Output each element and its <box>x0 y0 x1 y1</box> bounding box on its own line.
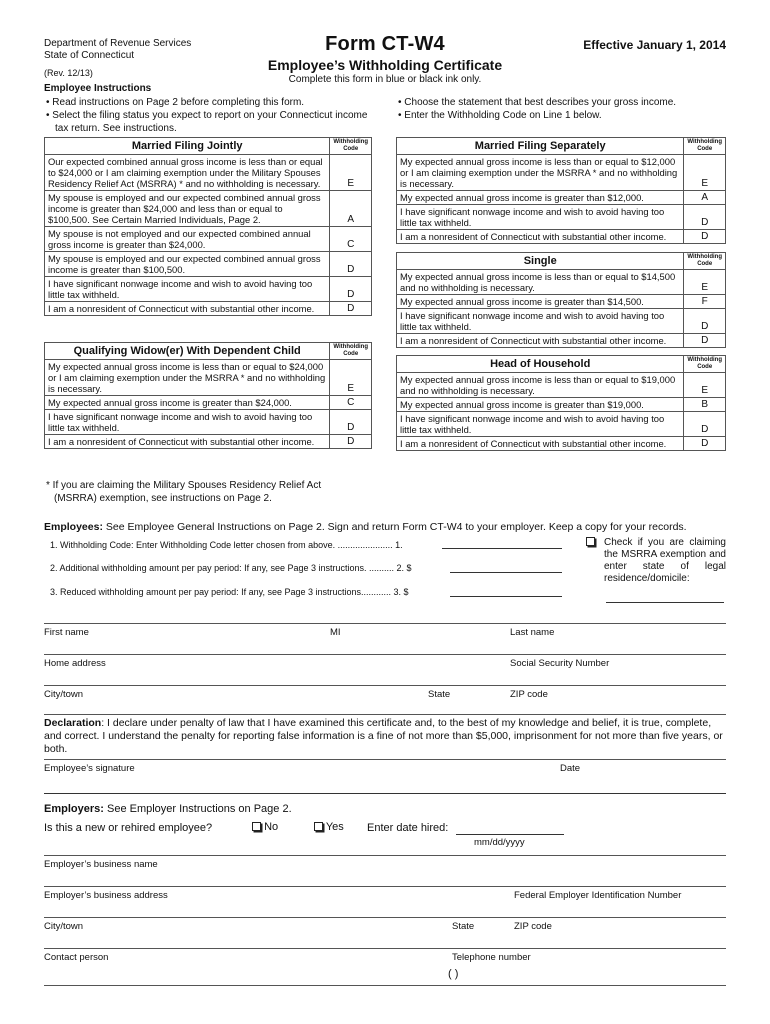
no-checkbox[interactable] <box>252 822 261 831</box>
no-option[interactable]: No <box>252 821 278 833</box>
state-label: State <box>428 689 451 700</box>
divider <box>44 855 726 856</box>
table-title: Qualifying Widow(er) With Dependent Child <box>45 343 330 360</box>
revision-date: (Rev. 12/13) <box>44 68 93 78</box>
telephone-label: Telephone number <box>452 952 531 963</box>
divider <box>44 948 726 949</box>
form-subtitle: Employee’s Withholding Certificate <box>267 57 503 73</box>
msrra-footnote: * If you are claiming the Military Spouses Residency Relief Act (MSRRA) exemption, see instructions on Page 2. <box>46 480 322 504</box>
table-row <box>45 191 372 227</box>
row-text: My expected annual gross income is less than or equal to $24,000 or I am claiming exemption under the MSRRA * and no withholding is necessary. <box>45 360 330 396</box>
row-text: My spouse is not employed and our expected combined annual gross income is greater than $24,000. <box>45 227 330 252</box>
row-text: I have significant nonwage income and wish to avoid having too little tax withheld. <box>397 412 684 437</box>
instruction-item: • Enter the Withholding Code on Line 1 below. <box>398 110 602 121</box>
employees-heading: Employees: See Employee General Instructions on Page 2. Sign and return Form CT-W4 to your employer. Keep a copy for your records. <box>44 521 687 533</box>
divider <box>44 886 726 887</box>
table-row <box>397 155 726 191</box>
row-code: D <box>330 410 372 435</box>
table-row <box>397 412 726 437</box>
table-row <box>397 191 726 205</box>
business-name-label: Employer’s business name <box>44 859 158 870</box>
divider <box>44 985 726 986</box>
row-text: I am a nonresident of Connecticut with substantial other income. <box>397 437 684 451</box>
instruction-item: • Choose the statement that best describes your gross income. <box>398 97 677 108</box>
first-name-label: First name <box>44 627 89 638</box>
row-code: D <box>684 412 726 437</box>
additional-withholding-input[interactable] <box>450 572 562 573</box>
table-row <box>397 437 726 451</box>
yes-checkbox[interactable] <box>314 822 323 831</box>
line-2-label: 2. Additional withholding amount per pay period: If any, see Page 3 instructions. .......... 2. $ <box>50 563 412 573</box>
row-code: B <box>684 398 726 412</box>
last-name-label: Last name <box>510 627 555 638</box>
row-code: C <box>330 396 372 410</box>
msrra-checkbox-block: Check if you are claiming the MSRRA exemption and enter state of legal residence/domicile: <box>586 537 726 549</box>
instructions-right <box>396 96 736 122</box>
city-label: City/town <box>44 689 84 700</box>
row-code: C <box>330 227 372 252</box>
row-code: E <box>684 373 726 398</box>
table-row <box>45 155 372 191</box>
table-row <box>397 205 726 230</box>
row-text: My expected annual gross income is greater than $24,000. <box>45 396 330 410</box>
legal-residence-input[interactable] <box>606 602 724 603</box>
row-text: My expected annual gross income is less than or equal to $19,000 and no withholding is necessary. <box>397 373 684 398</box>
zip-label: ZIP code <box>510 689 548 700</box>
row-code: D <box>684 437 726 451</box>
employers-heading: Employers: See Employer Instructions on Page 2. <box>44 803 292 815</box>
row-code: D <box>330 435 372 449</box>
employer-city-label: City/town <box>44 921 84 932</box>
table-row <box>45 360 372 396</box>
table-row <box>45 302 372 316</box>
row-text: I have significant nonwage income and wish to avoid having too little tax withheld. <box>45 277 330 302</box>
table-row <box>45 277 372 302</box>
table-row <box>397 334 726 348</box>
table-row <box>397 309 726 334</box>
section-divider <box>44 793 726 794</box>
row-text: I have significant nonwage income and wish to avoid having too little tax withheld. <box>397 205 684 230</box>
row-text: I have significant nonwage income and wish to avoid having too little tax withheld. <box>45 410 330 435</box>
table-row <box>397 230 726 244</box>
telephone-area-code[interactable]: ( ) <box>448 968 459 980</box>
row-text: I have significant nonwage income and wish to avoid having too little tax withheld. <box>397 309 684 334</box>
row-text: I am a nonresident of Connecticut with substantial other income. <box>45 302 330 316</box>
row-code: F <box>684 295 726 309</box>
department-name: Department of Revenue Services State of Connecticut <box>44 38 192 61</box>
table-row <box>45 252 372 277</box>
table-married-filing-separately <box>396 137 726 244</box>
date-label: Date <box>560 763 581 774</box>
row-text: My expected annual gross income is greater than $19,000. <box>397 398 684 412</box>
date-hired-label: Enter date hired: <box>367 822 449 834</box>
table-row <box>45 410 372 435</box>
table-title: Married Filing Jointly <box>45 138 330 155</box>
table-head-of-household <box>396 355 726 451</box>
row-text: My expected annual gross income is less than or equal to $14,500 and no withholding is necessary. <box>397 270 684 295</box>
withholding-code-header: Withholding Code <box>330 343 372 360</box>
form-title: Form CT-W4 <box>325 33 445 55</box>
row-text: My spouse is employed and our expected combined annual gross income is greater than $100,500. <box>45 252 330 277</box>
table-qualifying-widower <box>44 342 372 449</box>
table-title: Single <box>397 253 684 270</box>
row-text: My expected annual gross income is greater than $12,000. <box>397 191 684 205</box>
line-1-label: 1. Withholding Code: Enter Withholding Code letter chosen from above. ...................... 1. <box>50 540 403 550</box>
signature-label: Employee’s signature <box>44 763 135 774</box>
row-text: My expected annual gross income is greater than $14,500. <box>397 295 684 309</box>
yes-option[interactable]: Yes <box>314 821 344 833</box>
row-code: E <box>684 155 726 191</box>
table-title: Married Filing Separately <box>397 138 684 155</box>
instructions-left <box>44 96 380 135</box>
contact-person-label: Contact person <box>44 952 109 963</box>
row-code: E <box>330 155 372 191</box>
table-row <box>45 227 372 252</box>
withholding-code-header: Withholding Code <box>684 253 726 270</box>
divider <box>44 685 726 686</box>
row-text: My expected annual gross income is less than or equal to $12,000 or I am claiming exemption under the MSRRA * and no withholding is necessary. <box>397 155 684 191</box>
fein-label: Federal Employer Identification Number <box>514 890 682 901</box>
table-row <box>397 398 726 412</box>
instruction-item: • Read instructions on Page 2 before completing this form. <box>46 97 305 108</box>
row-code: D <box>330 277 372 302</box>
instruction-item: • Select the filing status you expect to report on your Connecticut income tax return. See instructions. <box>46 110 368 134</box>
row-text: I am a nonresident of Connecticut with substantial other income. <box>397 334 684 348</box>
table-row <box>45 396 372 410</box>
employer-state-label: State <box>452 921 475 932</box>
row-code: A <box>684 191 726 205</box>
withholding-code-header: Withholding Code <box>684 356 726 373</box>
row-text: My spouse is employed and our expected combined annual gross income is greater than $24,000 and less than or equal to $100,500. See Certain Married Individuals, Page 2. <box>45 191 330 227</box>
divider <box>44 917 726 918</box>
row-code: D <box>330 252 372 277</box>
reduced-withholding-input[interactable] <box>450 596 562 597</box>
row-code: E <box>330 360 372 396</box>
effective-date: Effective January 1, 2014 <box>583 38 726 52</box>
new-employee-question: Is this a new or rehired employee? <box>44 822 213 834</box>
date-hired-input[interactable] <box>456 834 564 835</box>
signature-line[interactable] <box>44 759 726 760</box>
table-row <box>45 435 372 449</box>
row-code: D <box>684 230 726 244</box>
table-row <box>397 270 726 295</box>
divider <box>44 654 726 655</box>
table-row <box>397 373 726 398</box>
mi-label: MI <box>330 627 341 638</box>
row-code: D <box>684 334 726 348</box>
row-code: E <box>684 270 726 295</box>
withholding-code-input[interactable] <box>442 548 562 549</box>
business-address-label: Employer’s business address <box>44 890 168 901</box>
date-format-hint: mm/dd/yyyy <box>474 837 525 848</box>
ssn-label: Social Security Number <box>510 658 610 669</box>
table-title: Head of Household <box>397 356 684 373</box>
divider <box>44 623 726 624</box>
row-text: I am a nonresident of Connecticut with substantial other income. <box>45 435 330 449</box>
row-code: D <box>684 309 726 334</box>
withholding-code-header: Withholding Code <box>330 138 372 155</box>
instructions-heading: Employee Instructions <box>44 83 152 94</box>
table-row <box>397 295 726 309</box>
row-code: A <box>330 191 372 227</box>
withholding-code-header: Withholding Code <box>684 138 726 155</box>
table-married-filing-jointly <box>44 137 372 316</box>
table-single <box>396 252 726 348</box>
divider <box>44 714 726 715</box>
line-3-label: 3. Reduced withholding amount per pay period: If any, see Page 3 instructions............ 3. $ <box>50 587 409 597</box>
row-code: D <box>330 302 372 316</box>
row-code: D <box>684 205 726 230</box>
employer-zip-label: ZIP code <box>514 921 552 932</box>
ink-note: Complete this form in blue or black ink only. <box>288 74 482 85</box>
row-text: Our expected combined annual gross income is less than or equal to $24,000 or I am claiming exemption under the Military Spouses Residency Relief Act (MSRRA) * and no withholding is necessary. <box>45 155 330 191</box>
row-text: I am a nonresident of Connecticut with substantial other income. <box>397 230 684 244</box>
home-address-label: Home address <box>44 658 106 669</box>
msrra-checkbox[interactable] <box>586 537 595 546</box>
declaration-text: Declaration: I declare under penalty of law that I have examined this certificate and, to the best of my knowledge and belief, it is true, complete, and correct. I understand the penalty for reporting false information is a fine of not more than $5,000, imprisonment for not more than five years, or both. <box>44 717 723 755</box>
